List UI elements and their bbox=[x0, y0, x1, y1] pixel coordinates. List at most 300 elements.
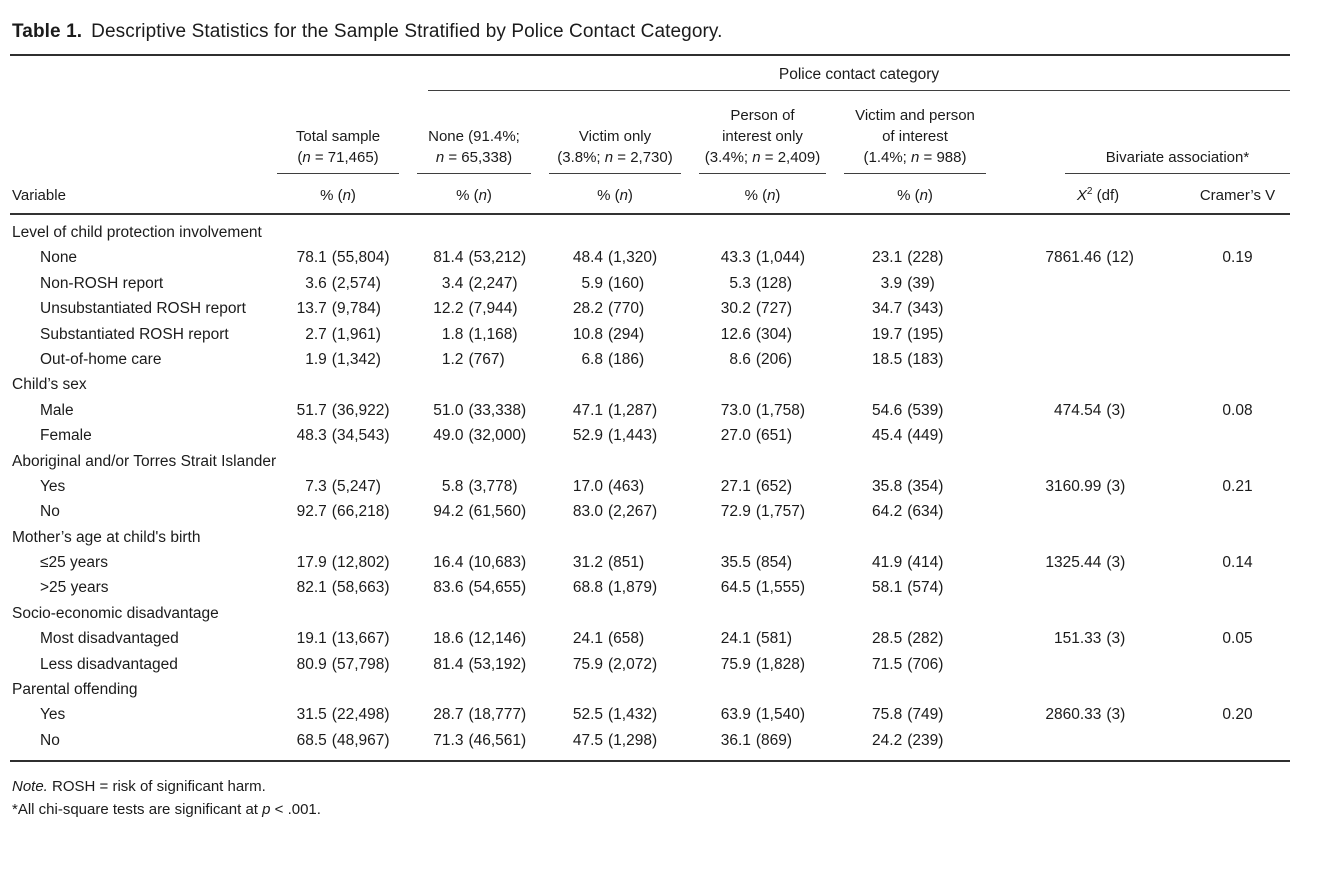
chi-square-cell bbox=[995, 245, 1185, 270]
pct-n-cell bbox=[835, 652, 995, 677]
percent-value: 48.3 bbox=[296, 427, 327, 445]
pct-n-cell bbox=[408, 575, 540, 600]
pct-n-cell bbox=[835, 550, 995, 575]
percent-value: 47.5 bbox=[572, 731, 603, 749]
row-label: Parental offending bbox=[12, 681, 138, 699]
section-row bbox=[10, 220, 1290, 245]
count-value: (1,540) bbox=[755, 706, 806, 724]
percent-value: 48.4 bbox=[572, 249, 603, 267]
note-text: ROSH = risk of significant harm. bbox=[47, 778, 266, 796]
chi-square-cell bbox=[995, 575, 1185, 600]
table-row bbox=[10, 728, 1290, 753]
pct-n-cell bbox=[835, 499, 995, 524]
table-row bbox=[10, 652, 1290, 677]
pct-n-cell bbox=[408, 652, 540, 677]
percent-value: 12.6 bbox=[720, 325, 751, 343]
percent-value: 12.2 bbox=[433, 300, 464, 318]
percent-value: 3160.99 bbox=[1045, 477, 1102, 495]
count-value: (3) bbox=[1106, 554, 1126, 572]
count-value: (3) bbox=[1106, 630, 1126, 648]
count-value: (128) bbox=[755, 274, 793, 292]
row-label: Child’s sex bbox=[12, 376, 87, 394]
subheader-pct-n-poi-only: % (n) bbox=[744, 187, 781, 204]
row-label: Male bbox=[40, 401, 74, 419]
percent-value: 18.5 bbox=[872, 350, 903, 368]
pct-n-cell bbox=[540, 271, 690, 296]
pct-n-cell bbox=[835, 245, 995, 270]
count-value: (12,802) bbox=[331, 554, 390, 572]
count-value: (282) bbox=[907, 630, 944, 648]
table-row bbox=[10, 702, 1290, 727]
chi-square-cell bbox=[995, 474, 1185, 499]
pct-n-cell bbox=[835, 322, 995, 347]
percent-value: 151.33 bbox=[1053, 630, 1102, 648]
row-label: Less disadvantaged bbox=[40, 655, 178, 673]
percent-value: 34.7 bbox=[872, 300, 903, 318]
percent-value: 83.0 bbox=[572, 503, 603, 521]
pct-n-cell bbox=[268, 702, 408, 727]
pct-n-cell bbox=[540, 652, 690, 677]
count-value: (767) bbox=[468, 350, 505, 368]
cramers-v-cell bbox=[1185, 271, 1290, 296]
pct-n-cell bbox=[408, 296, 540, 321]
count-value: (1,287) bbox=[608, 401, 658, 419]
count-value: (869) bbox=[755, 731, 793, 749]
count-value: (9,784) bbox=[331, 300, 381, 318]
pct-n-cell bbox=[268, 626, 408, 651]
table-caption: Descriptive Statistics for the Sample Stratified by Police Contact Category. bbox=[91, 21, 723, 42]
cramers-v-cell: 0.20 bbox=[1222, 706, 1253, 724]
percent-value: 82.1 bbox=[296, 579, 327, 597]
count-value: (581) bbox=[755, 630, 793, 648]
count-value: (57,798) bbox=[331, 655, 390, 673]
pct-n-cell bbox=[540, 245, 690, 270]
row-label: Aboriginal and/or Torres Strait Islander bbox=[12, 452, 277, 470]
cramers-v-cell bbox=[1185, 296, 1290, 321]
count-value: (66,218) bbox=[331, 503, 390, 521]
chi-square-cell bbox=[995, 296, 1185, 321]
chi-square-cell bbox=[995, 398, 1185, 423]
count-value: (22,498) bbox=[331, 706, 390, 724]
row-label: Mother’s age at child's birth bbox=[12, 528, 201, 546]
subheader-cramers-v: Cramer’s V bbox=[1199, 187, 1276, 204]
count-value: (1,555) bbox=[755, 579, 806, 597]
pct-n-cell bbox=[835, 626, 995, 651]
count-value: (3) bbox=[1106, 706, 1126, 724]
column-header-row bbox=[10, 105, 1290, 174]
percent-value: 1.9 bbox=[305, 350, 327, 368]
cramers-v-cell bbox=[1185, 423, 1290, 448]
row-label: None bbox=[40, 249, 78, 267]
pct-n-cell bbox=[690, 626, 835, 651]
count-value: (1,432) bbox=[608, 706, 658, 724]
count-value: (5,247) bbox=[331, 477, 381, 495]
count-value: (749) bbox=[907, 706, 944, 724]
percent-value: 1325.44 bbox=[1045, 554, 1102, 572]
count-value: (206) bbox=[755, 350, 793, 368]
percent-value: 19.7 bbox=[872, 325, 903, 343]
count-value: (1,298) bbox=[608, 731, 658, 749]
cramers-v-cell bbox=[1185, 499, 1290, 524]
count-value: (1,828) bbox=[755, 655, 806, 673]
count-value: (48,967) bbox=[331, 731, 390, 749]
pct-n-cell bbox=[408, 728, 540, 753]
percent-value: 24.1 bbox=[720, 630, 751, 648]
pct-n-cell bbox=[540, 626, 690, 651]
count-value: (1,879) bbox=[608, 579, 658, 597]
count-value: (1,757) bbox=[755, 503, 806, 521]
pct-n-cell bbox=[690, 322, 835, 347]
chi-square-cell bbox=[995, 271, 1185, 296]
count-value: (658) bbox=[608, 630, 645, 648]
percent-value: 17.9 bbox=[296, 554, 327, 572]
pct-n-cell bbox=[540, 296, 690, 321]
cramers-v-cell bbox=[1185, 728, 1290, 753]
percent-value: 18.6 bbox=[433, 630, 464, 648]
percent-value: 5.3 bbox=[729, 274, 751, 292]
count-value: (12) bbox=[1106, 249, 1134, 267]
count-value: (58,663) bbox=[331, 579, 390, 597]
cramers-v-cell: 0.21 bbox=[1222, 477, 1253, 495]
percent-value: 1.8 bbox=[441, 325, 464, 343]
chi-square-cell bbox=[995, 626, 1185, 651]
percent-value: 51.0 bbox=[433, 401, 464, 419]
count-value: (294) bbox=[608, 325, 645, 343]
count-value: (39) bbox=[907, 274, 935, 292]
col-header-person-of-interest-only: Person of interest only (3.4%; n = 2,409) bbox=[699, 105, 826, 174]
pct-n-cell bbox=[835, 728, 995, 753]
count-value: (54,655) bbox=[468, 579, 527, 597]
count-value: (33,338) bbox=[468, 401, 527, 419]
pct-n-cell bbox=[408, 474, 540, 499]
percent-value: 3.9 bbox=[880, 274, 903, 292]
pct-n-cell bbox=[408, 550, 540, 575]
table-row bbox=[10, 626, 1290, 651]
row-label: No bbox=[40, 731, 60, 749]
count-value: (539) bbox=[907, 401, 944, 419]
table-row bbox=[10, 271, 1290, 296]
cramers-v-cell bbox=[1185, 652, 1290, 677]
count-value: (854) bbox=[755, 554, 793, 572]
chi-square-cell bbox=[995, 499, 1185, 524]
table-row bbox=[10, 347, 1290, 372]
count-value: (2,574) bbox=[331, 274, 381, 292]
count-value: (12,146) bbox=[468, 630, 527, 648]
count-value: (354) bbox=[907, 477, 944, 495]
percent-value: 78.1 bbox=[296, 249, 327, 267]
pct-n-cell bbox=[835, 271, 995, 296]
percent-value: 80.9 bbox=[296, 655, 327, 673]
percent-value: 64.2 bbox=[872, 503, 903, 521]
percent-value: 31.5 bbox=[296, 706, 327, 724]
percent-value: 43.3 bbox=[720, 249, 751, 267]
pct-n-cell bbox=[690, 652, 835, 677]
count-value: (652) bbox=[755, 477, 793, 495]
section-row bbox=[10, 525, 1290, 550]
count-value: (53,192) bbox=[468, 655, 527, 673]
chi-square-cell bbox=[995, 728, 1185, 753]
pct-n-cell bbox=[690, 702, 835, 727]
percent-value: 35.8 bbox=[872, 477, 903, 495]
pct-n-cell bbox=[408, 702, 540, 727]
pct-n-cell bbox=[268, 398, 408, 423]
chi-square-cell bbox=[995, 423, 1185, 448]
percent-value: 49.0 bbox=[433, 427, 464, 445]
subheader-pct-n-victim-only: % (n) bbox=[597, 187, 633, 204]
count-value: (463) bbox=[608, 477, 645, 495]
pct-n-cell bbox=[268, 575, 408, 600]
percent-value: 35.5 bbox=[720, 554, 751, 572]
pct-n-cell bbox=[268, 296, 408, 321]
pct-n-cell bbox=[408, 626, 540, 651]
percent-value: 94.2 bbox=[433, 503, 464, 521]
count-value: (651) bbox=[755, 427, 793, 445]
pct-n-cell bbox=[690, 474, 835, 499]
pct-n-cell bbox=[540, 347, 690, 372]
percent-value: 1.2 bbox=[441, 350, 464, 368]
percent-value: 71.3 bbox=[433, 731, 464, 749]
percent-value: 13.7 bbox=[296, 300, 327, 318]
pct-n-cell bbox=[690, 728, 835, 753]
count-value: (61,560) bbox=[468, 503, 527, 521]
percent-value: 16.4 bbox=[433, 554, 464, 572]
count-value: (851) bbox=[608, 554, 645, 572]
count-value: (239) bbox=[907, 731, 944, 749]
pct-n-cell bbox=[540, 398, 690, 423]
pct-n-cell bbox=[540, 322, 690, 347]
pct-n-cell bbox=[540, 550, 690, 575]
count-value: (228) bbox=[907, 249, 944, 267]
spanner-police-contact-category: Police contact category bbox=[428, 56, 1290, 91]
col-header-victim-only: Victim only (3.8%; n = 2,730) bbox=[549, 126, 681, 174]
table-body bbox=[10, 215, 1290, 760]
percent-value: 41.9 bbox=[872, 554, 903, 572]
chi-square-cell bbox=[995, 322, 1185, 347]
row-label: ≤25 years bbox=[40, 554, 108, 572]
row-label: Most disadvantaged bbox=[40, 630, 179, 648]
count-value: (36,922) bbox=[331, 401, 390, 419]
cramers-v-cell: 0.14 bbox=[1222, 554, 1253, 572]
count-value: (343) bbox=[907, 300, 944, 318]
percent-value: 28.2 bbox=[572, 300, 603, 318]
count-value: (770) bbox=[608, 300, 645, 318]
percent-value: 2.7 bbox=[305, 325, 327, 343]
row-label: Non-ROSH report bbox=[40, 274, 164, 292]
subheader-chi-square-df: $X^2$ (df) bbox=[1076, 186, 1120, 204]
row-label: Socio-economic disadvantage bbox=[12, 604, 219, 622]
spanner-bivariate-association: Bivariate association* bbox=[1065, 147, 1290, 174]
table-number: Table 1. bbox=[12, 21, 83, 42]
percent-value: 92.7 bbox=[296, 503, 327, 521]
chi-square-cell bbox=[995, 550, 1185, 575]
count-value: (2,247) bbox=[468, 274, 518, 292]
percent-value: 68.8 bbox=[572, 579, 603, 597]
pct-n-cell bbox=[690, 499, 835, 524]
pct-n-cell bbox=[408, 398, 540, 423]
count-value: (727) bbox=[755, 300, 793, 318]
count-value: (1,443) bbox=[608, 427, 658, 445]
row-label: Yes bbox=[40, 706, 66, 724]
count-value: (183) bbox=[907, 350, 944, 368]
section-row bbox=[10, 372, 1290, 397]
row-label: Level of child protection involvement bbox=[12, 224, 262, 241]
count-value: (10,683) bbox=[468, 554, 527, 572]
count-value: (32,000) bbox=[468, 427, 527, 445]
table-row bbox=[10, 398, 1290, 423]
percent-value: 8.6 bbox=[729, 350, 751, 368]
pct-n-cell bbox=[408, 499, 540, 524]
percent-value: 3.4 bbox=[441, 274, 464, 292]
count-value: (160) bbox=[608, 274, 645, 292]
pct-n-cell bbox=[408, 245, 540, 270]
percent-value: 52.5 bbox=[572, 706, 603, 724]
pct-n-cell bbox=[835, 423, 995, 448]
percent-value: 54.6 bbox=[872, 401, 903, 419]
row-label: >25 years bbox=[40, 579, 109, 597]
percent-value: 7861.46 bbox=[1045, 249, 1102, 267]
table-row bbox=[10, 550, 1290, 575]
pct-n-cell bbox=[690, 271, 835, 296]
percent-value: 75.8 bbox=[872, 706, 903, 724]
cramers-v-cell: 0.08 bbox=[1222, 401, 1253, 419]
count-value: (304) bbox=[755, 325, 793, 343]
pct-n-cell bbox=[540, 474, 690, 499]
col-header-none: None (91.4%; n = 65,338) bbox=[417, 126, 531, 174]
percent-value: 28.7 bbox=[433, 706, 464, 724]
pct-n-cell bbox=[540, 423, 690, 448]
cramers-v-cell: 0.19 bbox=[1222, 249, 1253, 267]
percent-value: 19.1 bbox=[296, 630, 327, 648]
pct-n-cell bbox=[268, 245, 408, 270]
percent-value: 7.3 bbox=[305, 477, 327, 495]
chi-square-cell bbox=[995, 347, 1185, 372]
count-value: (18,777) bbox=[468, 706, 527, 724]
subheader-pct-n-total: % (n) bbox=[320, 187, 356, 204]
percent-value: 81.4 bbox=[433, 655, 464, 673]
count-value: (2,072) bbox=[608, 655, 658, 673]
percent-value: 47.1 bbox=[572, 401, 603, 419]
pct-n-cell bbox=[690, 550, 835, 575]
note-text: *All chi-square tests are significant at p < .001. bbox=[12, 801, 321, 819]
count-value: (706) bbox=[907, 655, 944, 673]
percent-value: 28.5 bbox=[872, 630, 903, 648]
count-value: (449) bbox=[907, 427, 944, 445]
count-value: (1,320) bbox=[608, 249, 658, 267]
pct-n-cell bbox=[268, 499, 408, 524]
pct-n-cell bbox=[835, 575, 995, 600]
percent-value: 2860.33 bbox=[1045, 706, 1102, 724]
pct-n-cell bbox=[268, 423, 408, 448]
count-value: (55,804) bbox=[331, 249, 390, 267]
count-value: (2,267) bbox=[608, 503, 658, 521]
table-row bbox=[10, 575, 1290, 600]
percent-value: 52.9 bbox=[572, 427, 603, 445]
pct-n-cell bbox=[408, 423, 540, 448]
pct-n-cell bbox=[690, 398, 835, 423]
percent-value: 30.2 bbox=[720, 300, 751, 318]
percent-value: 3.6 bbox=[305, 274, 327, 292]
count-value: (1,342) bbox=[331, 350, 381, 368]
bottom-rule bbox=[10, 760, 1290, 762]
col-header-total-sample: Total sample (n = 71,465) bbox=[277, 126, 399, 174]
pct-n-cell bbox=[835, 398, 995, 423]
cramers-v-cell bbox=[1185, 575, 1290, 600]
subheader-pct-n-none: % (n) bbox=[456, 187, 492, 204]
pct-n-cell bbox=[835, 474, 995, 499]
note-line-1 bbox=[12, 775, 1290, 798]
percent-value: 27.1 bbox=[720, 477, 751, 495]
percent-value: 68.5 bbox=[296, 731, 327, 749]
percent-value: 75.9 bbox=[720, 655, 751, 673]
count-value: (3) bbox=[1106, 477, 1126, 495]
percent-value: 5.8 bbox=[441, 477, 464, 495]
percent-value: 45.4 bbox=[872, 427, 903, 445]
percent-value: 24.1 bbox=[572, 630, 603, 648]
count-value: (574) bbox=[907, 579, 944, 597]
percent-value: 5.9 bbox=[581, 274, 603, 292]
note-line-2 bbox=[12, 798, 1290, 821]
count-value: (195) bbox=[907, 325, 944, 343]
count-value: (7,944) bbox=[468, 300, 518, 318]
chi-square-cell bbox=[995, 702, 1185, 727]
row-label: Unsubstantiated ROSH report bbox=[40, 300, 246, 318]
pct-n-cell bbox=[690, 245, 835, 270]
percent-value: 6.8 bbox=[581, 350, 603, 368]
pct-n-cell bbox=[268, 347, 408, 372]
percent-value: 23.1 bbox=[872, 249, 903, 267]
percent-value: 17.0 bbox=[572, 477, 603, 495]
row-label: Out-of-home care bbox=[40, 350, 162, 368]
pct-n-cell bbox=[835, 702, 995, 727]
count-value: (186) bbox=[608, 350, 645, 368]
cramers-v-cell bbox=[1185, 322, 1290, 347]
table-row bbox=[10, 423, 1290, 448]
cramers-v-cell bbox=[1185, 347, 1290, 372]
percent-value: 63.9 bbox=[720, 706, 751, 724]
percent-value: 10.8 bbox=[572, 325, 603, 343]
note-prefix: Note. bbox=[12, 778, 48, 796]
count-value: (634) bbox=[907, 503, 944, 521]
percent-value: 51.7 bbox=[296, 401, 327, 419]
table-notes bbox=[10, 775, 1290, 821]
col-header-variable: Variable bbox=[12, 187, 66, 204]
row-label: Yes bbox=[40, 477, 66, 495]
pct-n-cell bbox=[408, 271, 540, 296]
pct-n-cell bbox=[690, 296, 835, 321]
count-value: (1,758) bbox=[755, 401, 806, 419]
cramers-v-cell: 0.05 bbox=[1222, 630, 1253, 648]
table-row bbox=[10, 322, 1290, 347]
col-header-victim-and-person-of-interest: Victim and person of interest (1.4%; n = 988) bbox=[844, 105, 986, 174]
percent-value: 73.0 bbox=[720, 401, 751, 419]
row-label: Female bbox=[40, 427, 92, 445]
pct-n-cell bbox=[268, 322, 408, 347]
spacer-cell bbox=[10, 56, 408, 91]
pct-n-cell bbox=[268, 728, 408, 753]
pct-n-cell bbox=[540, 499, 690, 524]
pct-n-cell bbox=[408, 322, 540, 347]
subheader-row bbox=[10, 174, 1290, 215]
table-row bbox=[10, 474, 1290, 499]
percent-value: 71.5 bbox=[872, 655, 903, 673]
pct-n-cell bbox=[268, 652, 408, 677]
section-row bbox=[10, 601, 1290, 626]
percent-value: 24.2 bbox=[872, 731, 903, 749]
pct-n-cell bbox=[540, 575, 690, 600]
spanner-row bbox=[10, 56, 1290, 91]
count-value: (1,044) bbox=[755, 249, 806, 267]
pct-n-cell bbox=[835, 296, 995, 321]
